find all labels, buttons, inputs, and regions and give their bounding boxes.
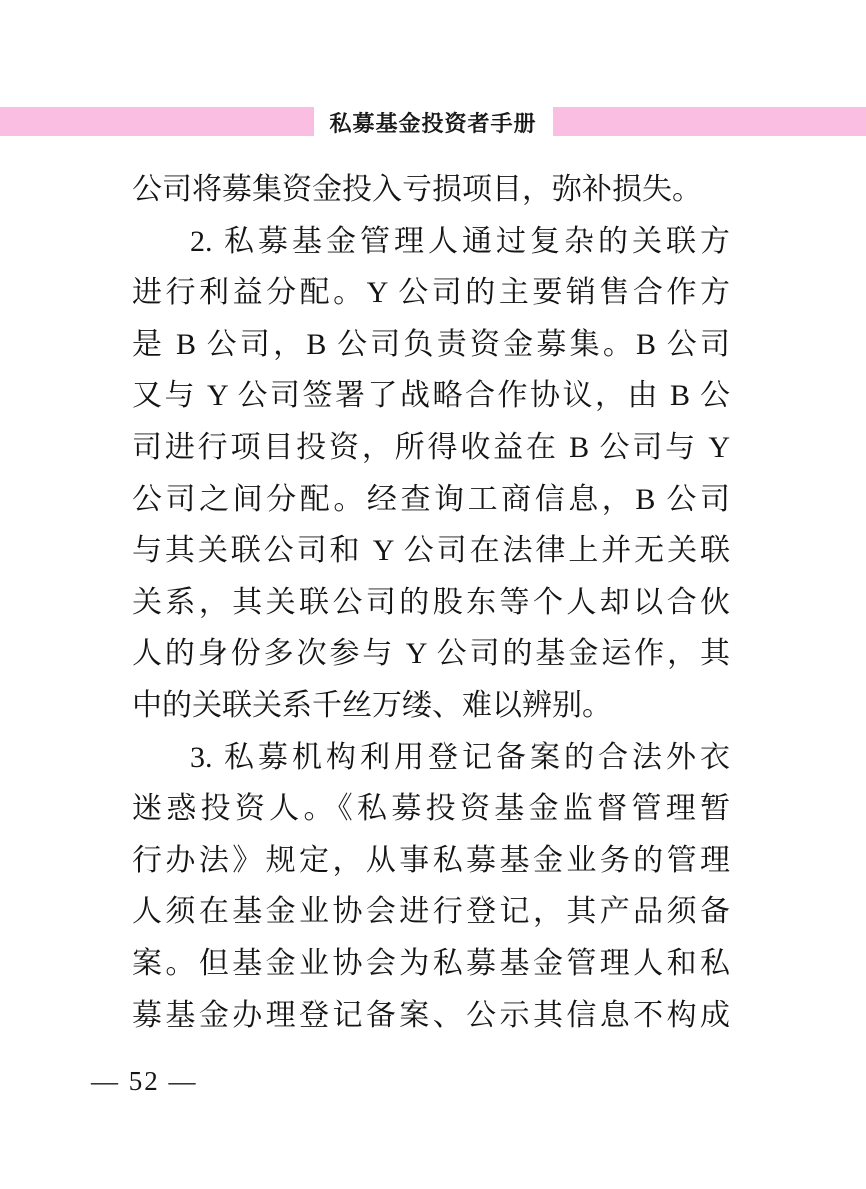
text-line: 关系，其关联公司的股东等个人却以合伙 (132, 585, 730, 619)
body-text (132, 164, 730, 1041)
text-line: 进行利益分配。Y 公司的主要销售合作方 (132, 276, 730, 310)
running-header (0, 106, 866, 136)
text-line: 3. 私募机构利用登记备案的合法外衣 (190, 740, 730, 774)
text-line: 案。但基金业协会为私募基金管理人和私 (132, 946, 730, 980)
text-line: 是 B 公司，B 公司负责资金募集。B 公司 (132, 327, 730, 361)
text-line: 募基金办理登记备案、公示其信息不构成 (132, 998, 730, 1032)
text-line: 与其关联公司和 Y 公司在法律上并无关联 (132, 534, 730, 568)
text-line: 人须在基金业协会进行登记，其产品须备 (132, 895, 730, 929)
text-line: 迷惑投资人。《私募投资基金监督管理暂 (132, 792, 730, 826)
text-line: 行办法》规定，从事私募基金业务的管理 (132, 843, 730, 877)
text-line: 又与 Y 公司签署了战略合作协议，由 B 公 (132, 379, 730, 413)
text-line: 公司将募集资金投入亏损项目，弥补损失。 (132, 173, 702, 206)
text-line: 2. 私募基金管理人通过复杂的关联方 (190, 224, 730, 258)
running-header-title: 私募基金投资者手册 (329, 110, 537, 136)
text-line: 中的关联关系千丝万缕、难以辨别。 (132, 688, 612, 722)
header-band-left (0, 107, 314, 136)
text-line: 人的身份多次参与 Y 公司的基金运作，其 (132, 637, 730, 671)
header-band-right (553, 107, 866, 136)
page-number: — 52 — (91, 1066, 198, 1096)
text-line: 公司之间分配。经查询工商信息，B 公司 (132, 482, 730, 516)
text-line: 司进行项目投资，所得收益在 B 公司与 Y (132, 430, 730, 464)
